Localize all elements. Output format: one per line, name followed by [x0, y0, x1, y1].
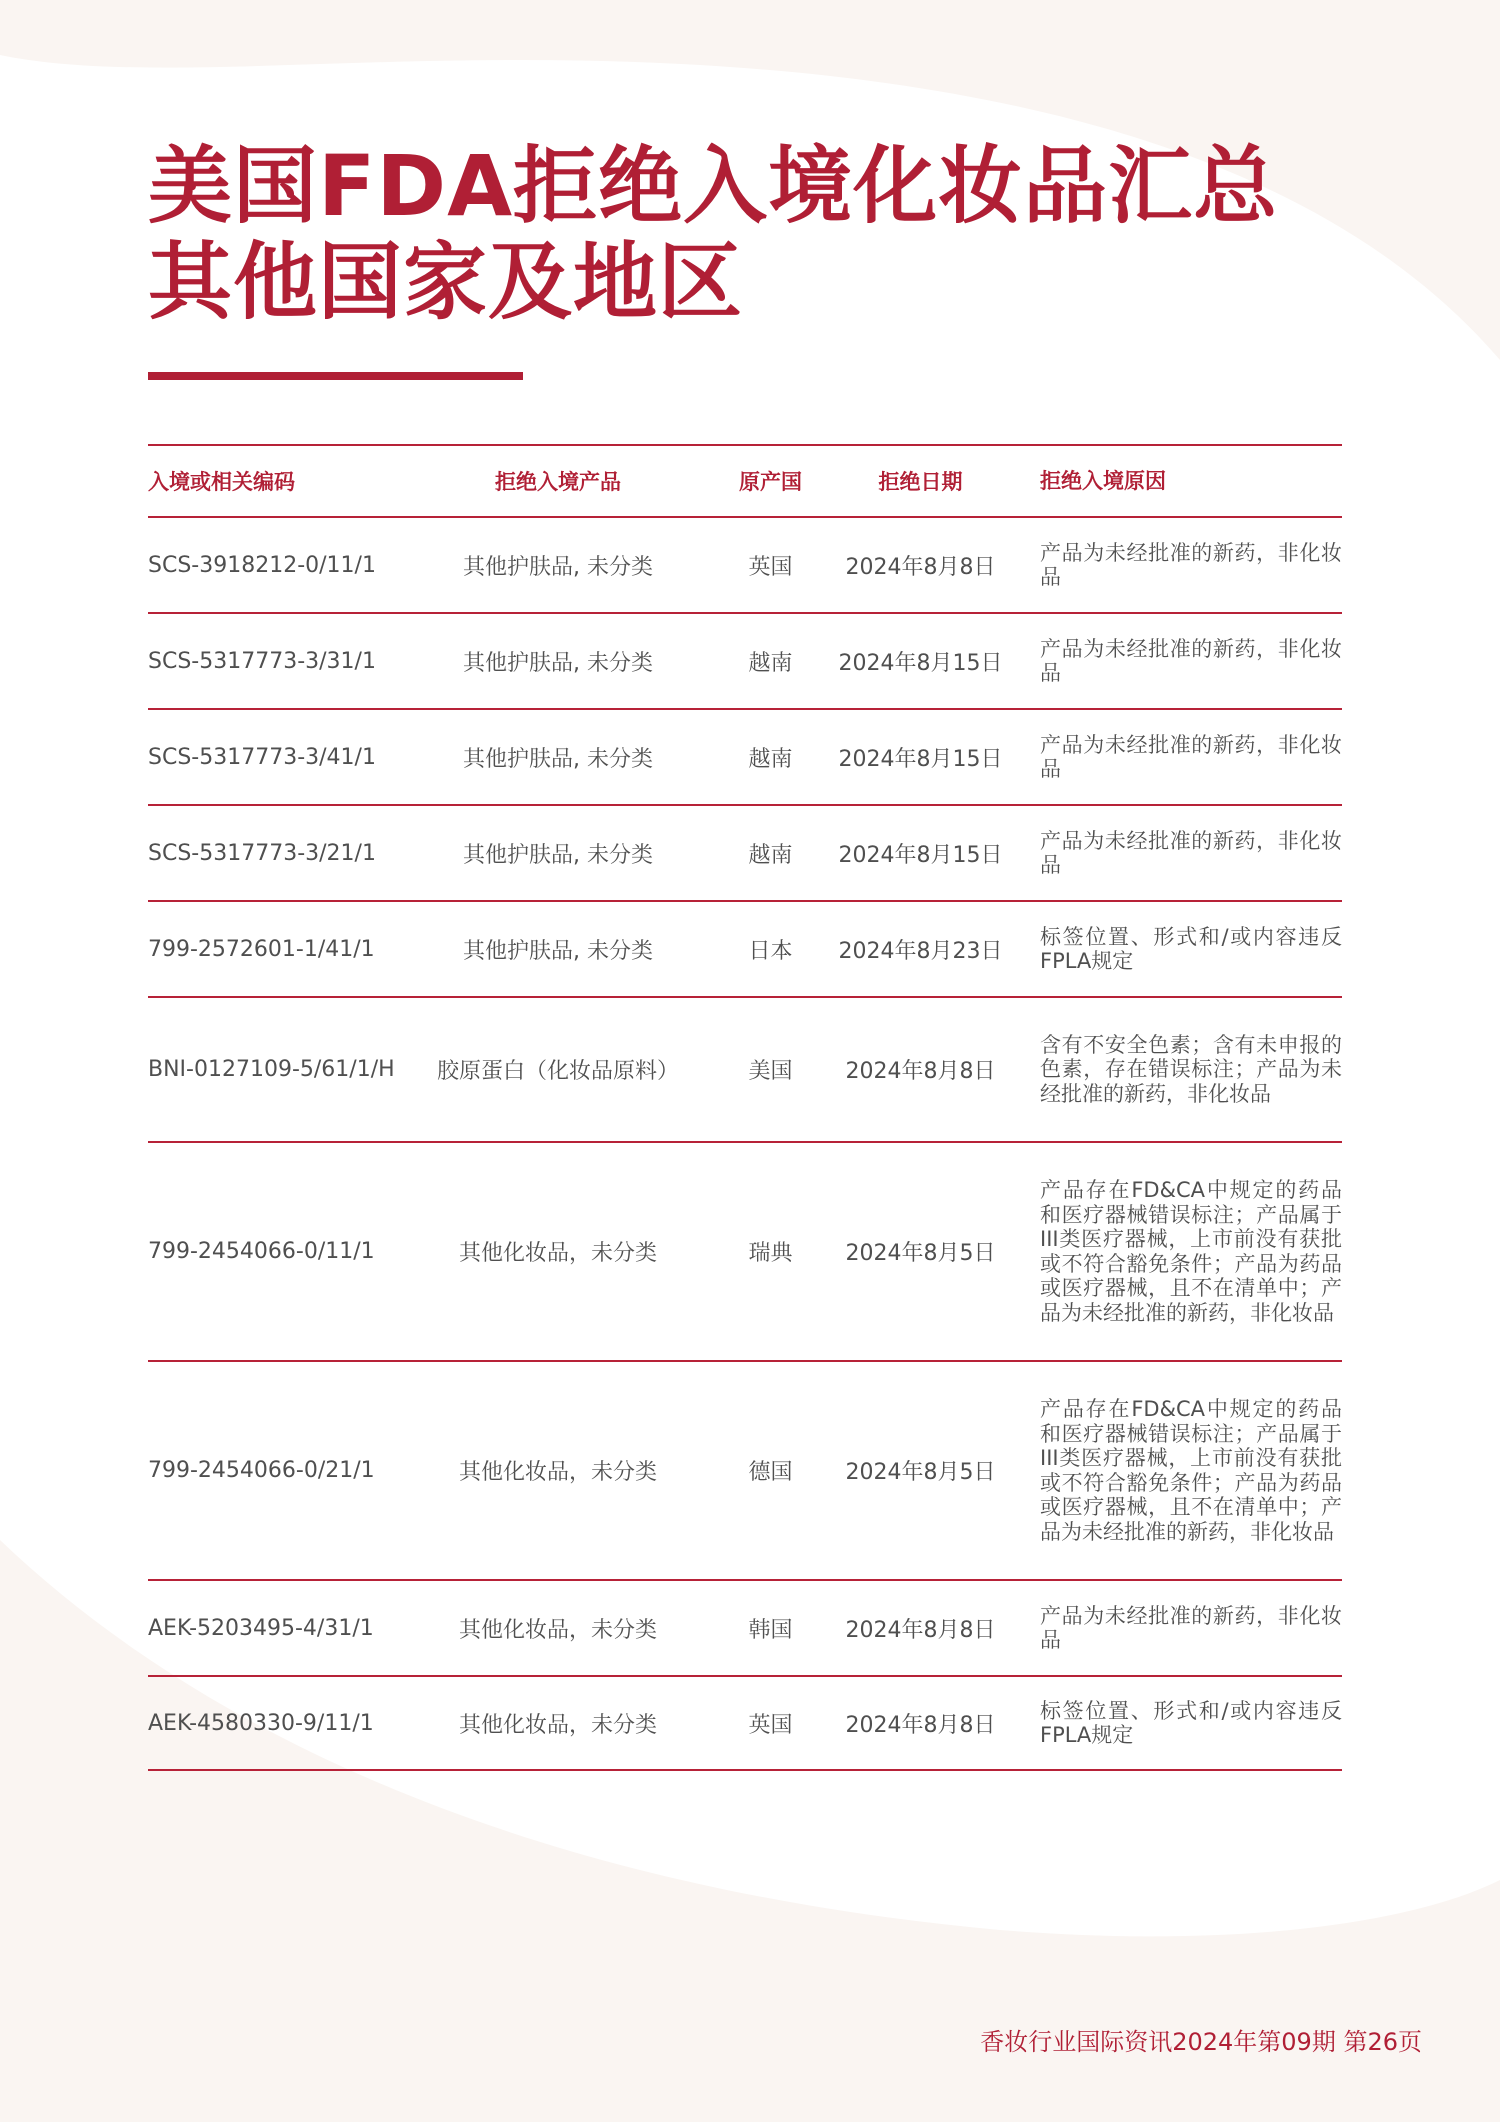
cell-code: SCS-3918212-0/11/1 [148, 552, 376, 578]
cell-country: 英国 [748, 554, 793, 580]
cell-code: SCS-5317773-3/31/1 [148, 648, 376, 674]
cell-country: 美国 [748, 1059, 793, 1084]
cell-date: 2024年8月8日 [845, 1059, 996, 1084]
title-underline [148, 372, 523, 380]
cell-reason: 产品为未经批准的新药，非化妆品 [1040, 540, 1342, 589]
header-code: 入境或相关编码 [148, 470, 295, 494]
table-row [148, 804, 1342, 900]
cell-product: 其他化妆品，未分类 [458, 1712, 657, 1738]
cell-date: 2024年8月8日 [845, 1617, 996, 1643]
cell-product: 其他护肤品, 未分类 [463, 938, 653, 964]
table-header-row [148, 444, 1342, 516]
cell-product: 其他化妆品，未分类 [458, 1241, 657, 1266]
table-row [148, 1360, 1342, 1579]
cell-product: 胶原蛋白（化妆品原料） [436, 1059, 679, 1084]
cell-product: 其他护肤品, 未分类 [463, 746, 653, 772]
header-product: 拒绝入境产品 [495, 470, 621, 494]
cell-reason: 产品为未经批准的新药，非化妆品 [1040, 828, 1342, 877]
title-line-1: 美国FDA拒绝入境化妆品汇总 [148, 137, 1279, 235]
cell-date: 2024年8月15日 [838, 650, 1003, 676]
cell-date: 2024年8月8日 [845, 554, 996, 580]
table-row [148, 900, 1342, 996]
cell-reason: 标签位置、形式和/或内容违反FPLA规定 [1040, 1698, 1342, 1747]
cell-reason: 产品为未经批准的新药，非化妆品 [1040, 636, 1342, 685]
cell-country: 英国 [748, 1712, 793, 1738]
cell-code: AEK-5203495-4/31/1 [148, 1615, 374, 1641]
rejection-table [148, 444, 1342, 1771]
cell-code: SCS-5317773-3/41/1 [148, 744, 376, 770]
table-row [148, 1675, 1342, 1771]
table-row [148, 708, 1342, 804]
cell-code: 799-2454066-0/11/1 [148, 1239, 375, 1264]
table-row [148, 612, 1342, 708]
cell-date: 2024年8月5日 [845, 1241, 996, 1266]
cell-date: 2024年8月8日 [845, 1712, 996, 1738]
cell-reason: 产品为未经批准的新药，非化妆品 [1040, 1603, 1342, 1652]
header-date: 拒绝日期 [878, 470, 963, 494]
table-row [148, 516, 1342, 612]
cell-code: BNI-0127109-5/61/1/H [148, 1057, 395, 1082]
table-row [148, 1141, 1342, 1360]
page-title [148, 138, 1278, 330]
header-reason: 拒绝入境原因 [1040, 468, 1166, 493]
cell-country: 越南 [748, 650, 793, 676]
cell-date: 2024年8月5日 [845, 1460, 996, 1485]
cell-code: 799-2454066-0/21/1 [148, 1458, 375, 1483]
cell-code: 799-2572601-1/41/1 [148, 936, 375, 962]
cell-country: 日本 [748, 938, 793, 964]
cell-code: AEK-4580330-9/11/1 [148, 1710, 374, 1736]
cell-country: 瑞典 [748, 1241, 793, 1266]
title-line-2: 其他国家及地区 [148, 233, 744, 331]
table-row [148, 996, 1342, 1141]
cell-country: 越南 [748, 842, 793, 868]
cell-product: 其他护肤品, 未分类 [463, 554, 653, 580]
cell-date: 2024年8月15日 [838, 746, 1003, 772]
cell-reason: 产品为未经批准的新药，非化妆品 [1040, 732, 1342, 781]
cell-reason: 标签位置、形式和/或内容违反FPLA规定 [1040, 924, 1342, 973]
table-row [148, 1579, 1342, 1675]
cell-product: 其他化妆品，未分类 [458, 1617, 657, 1643]
cell-country: 韩国 [748, 1617, 793, 1643]
cell-reason: 产品存在FD&CA中规定的药品和医疗器械错误标注；产品属于III类医疗器械，上市前没有获批或不符合豁免条件；产品为药品或医疗器械，且不在清单中；产品为未经批准的新药，非化妆品 [1040, 1178, 1342, 1325]
cell-reason: 产品存在FD&CA中规定的药品和医疗器械错误标注；产品属于III类医疗器械，上市前没有获批或不符合豁免条件；产品为药品或医疗器械，且不在清单中；产品为未经批准的新药，非化妆品 [1040, 1397, 1342, 1544]
cell-reason: 含有不安全色素；含有未申报的色素，存在错误标注；产品为未经批准的新药，非化妆品 [1040, 1032, 1342, 1106]
cell-country: 越南 [748, 746, 793, 772]
cell-code: SCS-5317773-3/21/1 [148, 840, 376, 866]
page-footer: 香妆行业国际资讯2024年第09期 第26页 [980, 2028, 1422, 2056]
cell-date: 2024年8月15日 [838, 842, 1003, 868]
cell-product: 其他化妆品，未分类 [458, 1460, 657, 1485]
header-country: 原产国 [739, 470, 802, 494]
cell-country: 德国 [748, 1460, 793, 1485]
cell-date: 2024年8月23日 [838, 938, 1003, 964]
cell-product: 其他护肤品, 未分类 [463, 650, 653, 676]
cell-product: 其他护肤品, 未分类 [463, 842, 653, 868]
